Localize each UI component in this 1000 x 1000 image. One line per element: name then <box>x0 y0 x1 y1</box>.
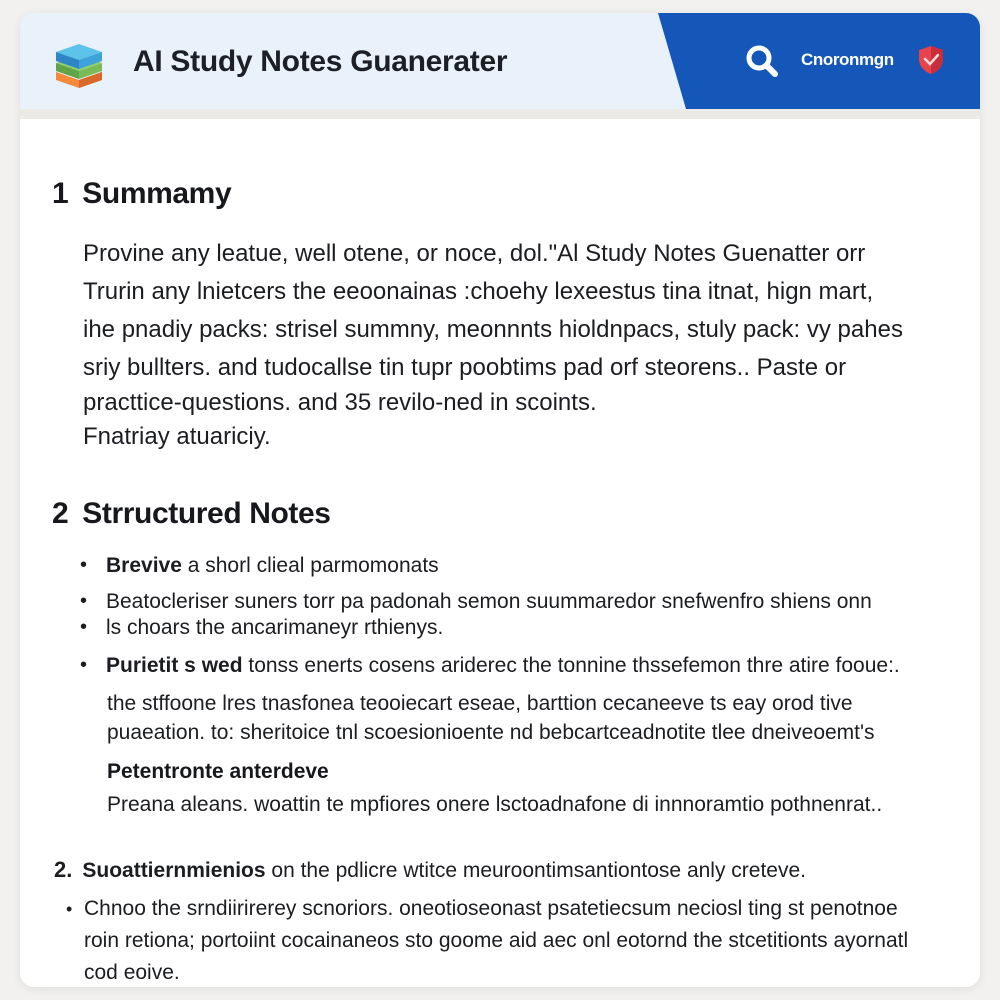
notes-card <box>20 13 980 987</box>
summary-line: Provine any leatue, well otene, or noce, dol."Al Study Notes Guenatter orr <box>83 240 866 267</box>
subsection-heading: Petentronte anterdeve <box>107 760 329 783</box>
summary-line: sriy bullters. and tudocallse tin tupr poobtims pad orf steorens.. Paste or <box>83 354 847 381</box>
list-item: • Chnoo the srndiirirerey scnoriors. oneotioseonast psatetiecsum neciosl ting st penotnoe roin retiona; portoiint cocainaneos sto goome aid aec onl eotornd the stcetitionts ayornatl cod eoive. <box>66 893 946 987</box>
summary-line: Trurin any lnietcers the eeoonainas :choehy lexeestus tina itnat, hign mart, <box>83 278 874 305</box>
header-divider <box>20 109 980 119</box>
list-item: • ls choars the ancarimaneyr rthienys. <box>82 616 443 640</box>
summary-paragraph <box>83 235 923 455</box>
list-item-continuation: the stffoone lres tnasfonea teooiecart eseae, barttion cecaneeve ts eay orod tive <box>107 692 853 715</box>
app-header <box>20 13 980 109</box>
stacked-books-icon <box>52 38 106 92</box>
summary-line: ihe pnadiy packs: strisel summny, meonnnts hioldnpacs, stuly pack: vy pahes <box>83 316 903 343</box>
search-icon[interactable] <box>742 41 782 81</box>
subsection-text: Preana aleans. woattin te mpfiores onere lsctoadnafone di innnoramtio pothnenrat.. <box>107 793 883 816</box>
list-item: • Purietit s wed tonss enerts cosens ariderec the tonnine thssefemon thre atire fooue:. <box>82 654 900 678</box>
list-item: • Beatocleriser suners torr pa padonah semon suummaredor snefwenfro shiens onn <box>82 590 872 614</box>
header-account-link[interactable]: Cnoronmgn <box>801 50 894 69</box>
structured-notes-heading: 2 Strructured Notes <box>52 497 331 530</box>
notes-content <box>20 119 980 987</box>
summary-line: Fnatriay atuariciy. <box>83 423 271 450</box>
list-item-continuation: puaeation. to: sheritoice tnl scoesionioente nd bebcartceadnotite tlee dneiveoemt's <box>107 721 875 744</box>
app-title: AI Study Notes Guanerater <box>133 45 508 78</box>
section-3-heading: 2. Suoattiernmienios on the pdlicre wtitce meuroontimsantiontose anly creteve. <box>54 857 807 882</box>
shield-icon[interactable] <box>914 43 948 77</box>
summary-line: practtice-questions. and 35 revilo-ned in scoints. <box>83 389 597 416</box>
summary-heading: 1 Summamy <box>52 177 232 210</box>
list-item: • Brevive a shorl clieal parmomonats <box>82 554 439 578</box>
